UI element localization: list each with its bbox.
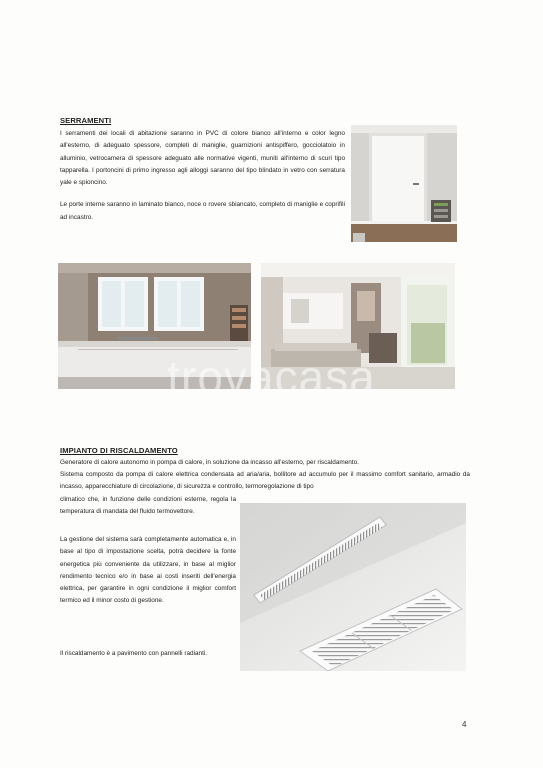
- section-title-serramenti: SERRAMENTI: [60, 116, 112, 125]
- interior-door-image: [351, 125, 457, 242]
- living-room-image: [261, 263, 455, 389]
- page-number: 4: [462, 720, 467, 729]
- riscaldamento-line-2: Sistema composto da pompa di calore elettrica condensata ad aria/aria, bollitore ad accumulo per il massimo comfort sanitario, armadio da incasso, apparecchiature di circolazione, di sicurezza e controllo, termoregolazione di tipo: [60, 471, 470, 491]
- section-title-riscaldamento: IMPIANTO DI RISCALDAMENTO: [60, 446, 178, 455]
- riscaldamento-line-1: Generatore di calore autonomo in pompa di calore, in soluzione da incasso all'esterno, per riscaldamento.: [60, 459, 359, 466]
- serramenti-paragraph-2: Le porte interne saranno in laminato bianco, noce o rovere sbiancato, completo di maniglie e coprifili ad incastro.: [60, 201, 345, 221]
- serramenti-paragraph-1: I serramenti dei locali di abitazione saranno in PVC di colore bianco all'interno e color legno all'esterno, di adeguato spessore, completi di maniglie, guarnizioni antispiffero, gocciolatoio in alluminio, vetrocamera di spessore adeguato alle normative vigenti, muniti all'interno di scuri tipo tapparella. I portoncini di primo ingresso agli alloggi saranno del tipo blindato in vetro con serratura yale e spioncino.: [60, 130, 345, 187]
- riscaldamento-paragraph-b: La gestione del sistema sarà completamente automatica e, in base al tipo di impostazione scelta, potrà decidere la fonte energetica più conveniente da utilizzare, in base al miglior rendimento tecnico e/o in base ai costi inseriti dell'energia elettrica, per garantire in ogni condizione il miglior comfort termico ed il minor costo di gestione.: [60, 536, 236, 605]
- air-vent-image: [240, 503, 466, 671]
- riscaldamento-paragraph-a: climatico che, in funzione delle condizioni esterne, regola la temperatura di mandata del fluido termovettore.: [60, 496, 236, 516]
- watermark: trovacasa: [167, 351, 376, 403]
- serramenti-text: [60, 128, 345, 224]
- riscaldamento-paragraph-c: Il riscaldamento è a pavimento con pannelli radianti.: [60, 650, 208, 657]
- kitchen-image: [58, 263, 251, 389]
